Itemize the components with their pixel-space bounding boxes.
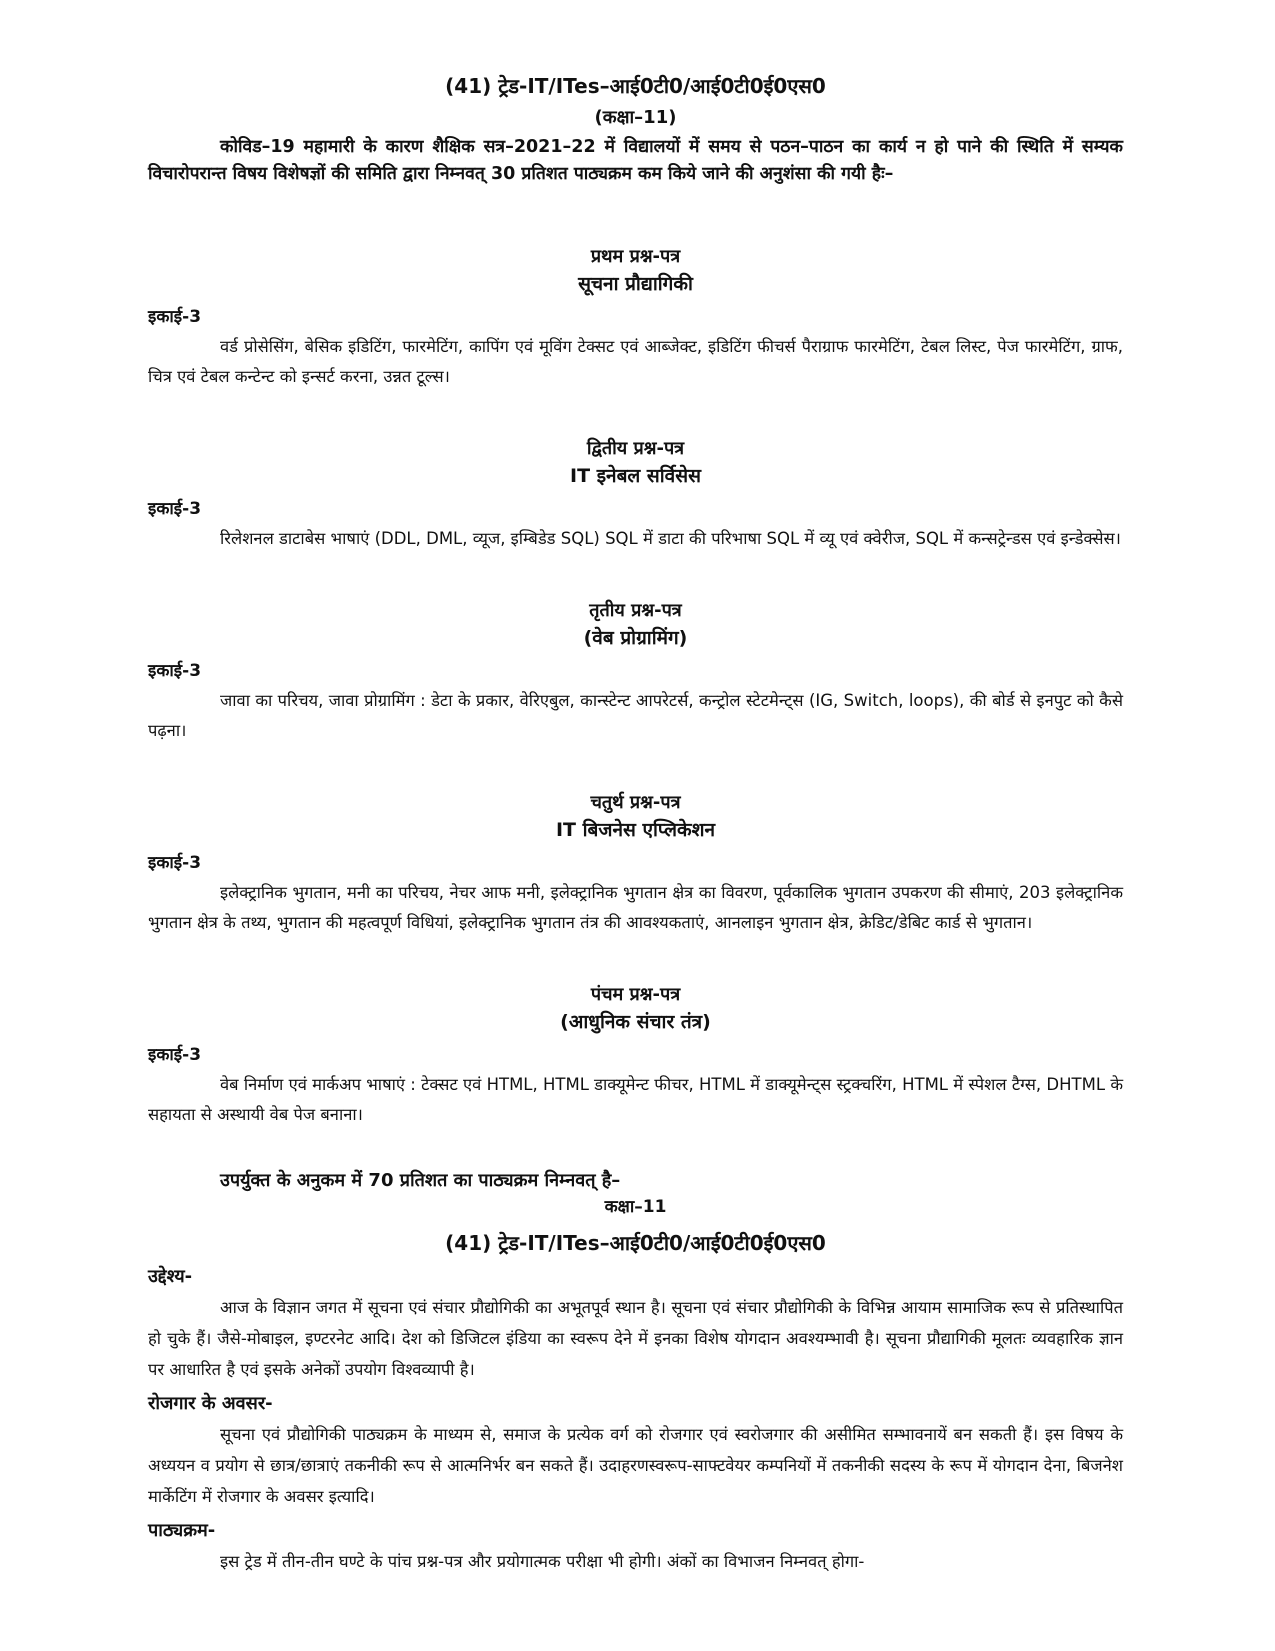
unit-content: रिलेशनल डाटाबेस भाषाएं (DDL, DML, व्यूज, इम्बिडेड SQL) SQL में डाटा की परिभाषा SQL में व्यू एवं क्वेरीज, SQL में कन्सट्रेन्डस एवं इन्डेक्सेस। bbox=[220, 529, 1121, 548]
syllabus-title: (41) ट्रेड-IT/ITes–आई0टी0/आई0टी0ई0एस0 bbox=[445, 1231, 826, 1255]
unit-heading: इकाई-3 bbox=[148, 307, 202, 327]
objective-heading: उद्देश्य- bbox=[148, 1266, 193, 1287]
paper-title: पंचम प्रश्न-पत्र bbox=[590, 984, 681, 1005]
unit-content: जावा का परिचय, जावा प्रोग्रामिंग : डेटा के प्रकार, वेरिएबुल, कान्स्टेन्ट आपरेटर्स, कन्ट्रोल स्टेटमेन्ट्स (IG, Switch, loops), की बोर्ड से इनपुट को कैसे पढ़ना। bbox=[148, 691, 1123, 740]
syllabus-class-label: कक्षा–11 bbox=[604, 1197, 667, 1217]
document-page bbox=[148, 72, 1123, 1577]
paper-subject: IT बिजनेस एप्लिकेशन bbox=[555, 819, 716, 841]
paper-subject: सूचना प्रौद्यागिकी bbox=[578, 273, 693, 295]
paper-title: तृतीय प्रश्न-पत्र bbox=[589, 600, 682, 621]
paper-subject: (वेब प्रोग्रामिंग) bbox=[583, 627, 688, 649]
unit-heading: इकाई-3 bbox=[148, 661, 202, 681]
class-label: (कक्षा–11) bbox=[594, 107, 677, 128]
paper-section-1 bbox=[148, 244, 1123, 392]
curriculum-heading: पाठ्यक्रम- bbox=[148, 1520, 216, 1541]
employment-heading: रोजगार के अवसर- bbox=[148, 1393, 273, 1414]
paper-title: द्वितीय प्रश्न-पत्र bbox=[586, 438, 685, 459]
intro-paragraph: कोविड–19 महामारी के कारण शैक्षिक सत्र–2021–22 में विद्यालयों में समय से पठन–पाठन का कार्य न हो पाने की स्थिति में सम्यक विचारोपरान्त विषय विशेषज्ञों की समिति द्वारा निम्नवत् 30 प्रतिशत पाठ्यक्रम कम किये जाने की अनुशंसा की गयी हैः– bbox=[148, 137, 1123, 184]
document-title: (41) ट्रेड-IT/ITes–आई0टी0/आई0टी0ई0एस0 bbox=[445, 74, 826, 98]
employment-text: सूचना एवं प्रौद्योगिकी पाठ्यक्रम के माध्यम से, समाज के प्रत्येक वर्ग को रोजगार एवं स्वरोजगार की असीमित सम्भावनायें बन सकती हैं। इस विषय के अध्ययन व प्रयोग से छात्र/छात्राएं तकनीकी रूप से आत्मनिर्भर बन सकते हैं। उदाहरणस्वरूप-साफ्टवेयर कम्पनियों में तकनीकी सदस्य के रूप में योगदान देना, बिजनेश मार्केटिंग में रोजगार के अवसर इत्यादि। bbox=[148, 1425, 1123, 1506]
paper-section-5 bbox=[148, 982, 1123, 1130]
unit-content: इलेक्ट्रानिक भुगतान, मनी का परिचय, नेचर आफ मनी, इलेक्ट्रानिक भुगतान क्षेत्र का विवरण, पूर्वकालिक भुगतान उपकरण की सीमाएं, 203 इलेक्ट्रानिक भुगतान क्षेत्र के तथ्य, भुगतान की महत्वपूर्ण विधियां, इलेक्ट्रानिक भुगतान तंत्र की आवश्यकताएं, आनलाइन भुगतान क्षेत्र, क्रेडिट/डेबिट कार्ड से भुगतान। bbox=[148, 883, 1123, 932]
unit-heading: इकाई-3 bbox=[148, 1045, 202, 1065]
objective-text: आज के विज्ञान जगत में सूचना एवं संचार प्रौद्योगिकी का अभूतपूर्व स्थान है। सूचना एवं संचार प्रौद्योगिकी के विभिन्न आयाम सामाजिक रूप से प्रतिस्थापित हो चुके हैं। जैसे-मोबाइल, इण्टरनेट आदि। देश को डिजिटल इंडिया का स्वरूप देने में इनका विशेष योगदान अवश्यम्भावी है। सूचना प्रौद्यागिकी मूलतः व्यवहारिक ज्ञान पर आधारित है एवं इसके अनेकों उपयोग विश्वव्यापी है। bbox=[148, 1298, 1123, 1379]
paper-section-3 bbox=[148, 598, 1123, 746]
curriculum-text: इस ट्रेड में तीन-तीन घण्टे के पांच प्रश्न-पत्र और प्रयोगात्मक परीक्षा भी होगी। अंकों का विभाजन निम्नवत् होगा- bbox=[220, 1552, 865, 1571]
paper-section-4 bbox=[148, 790, 1123, 938]
paper-subject: IT इनेबल सर्विसेस bbox=[570, 465, 701, 487]
unit-content: वेब निर्माण एवं मार्कअप भाषाएं : टेक्सट एवं HTML, HTML डाक्यूमेन्ट फीचर, HTML में डाक्यूमेन्ट्स स्ट्रक्चरिंग, HTML में स्पेशल टैग्स, DHTML के सहायता से अस्थायी वेब पेज बनाना। bbox=[148, 1075, 1123, 1124]
paper-title: प्रथम प्रश्न-पत्र bbox=[590, 246, 681, 267]
paper-title: चतुर्थ प्रश्न-पत्र bbox=[590, 792, 681, 813]
unit-heading: इकाई-3 bbox=[148, 499, 202, 519]
paper-section-2 bbox=[148, 436, 1123, 554]
paper-subject: (आधुनिक संचार तंत्र) bbox=[560, 1011, 711, 1033]
unit-content: वर्ड प्रोसेसिंग, बेसिक इडिटिंग, फारमेटिंग, कापिंग एवं मूविंग टेक्सट एवं आब्जेक्ट, इडिटिंग फीचर्स पैराग्राफ फारमेटिंग, टेबल लिस्ट, पेज फारमेटिंग, ग्राफ, चित्र एवं टेबल कन्टेन्ट को इन्सर्ट करना, उन्नत टूल्स। bbox=[148, 337, 1123, 386]
unit-heading: इकाई-3 bbox=[148, 853, 202, 873]
syllabus-intro: उपर्युक्त के अनुकम में 70 प्रतिशत का पाठ्यक्रम निम्नवत् है– bbox=[220, 1170, 621, 1191]
